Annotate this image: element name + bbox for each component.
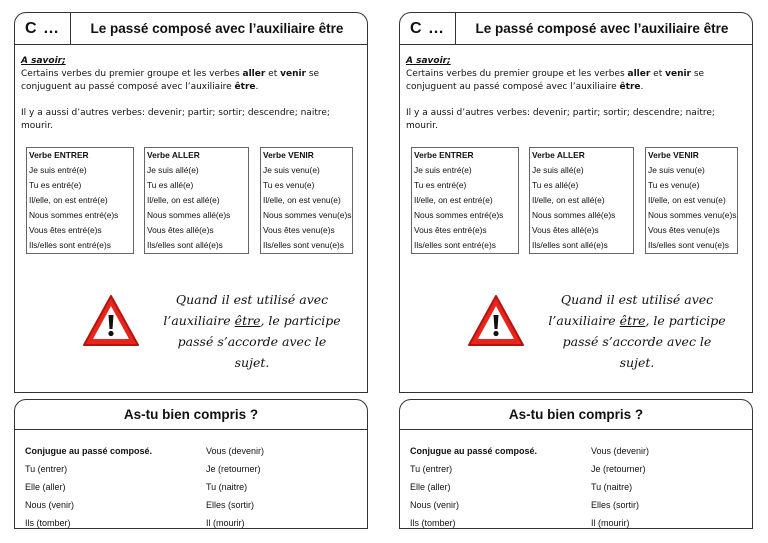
- table-row: Ils/elles sont entré(e)s: [29, 240, 111, 250]
- table-header: Verbe ENTRER: [414, 150, 474, 160]
- table-row: Vous êtes venu(e)s: [648, 225, 720, 235]
- table-row: Tu es entré(e): [29, 180, 82, 190]
- exercise-item: Il (mourir): [206, 518, 245, 528]
- table-row: Tu es venu(e): [648, 180, 700, 190]
- lesson-title: Le passé composé avec l’auxiliaire être: [90, 21, 344, 36]
- table-row: Nous sommes allé(e)s: [147, 210, 231, 220]
- conjugation-tables: [21, 147, 361, 257]
- table-row: Tu es allé(e): [532, 180, 579, 190]
- exercise-instruction: Conjugue au passé composé.: [25, 446, 153, 456]
- table-row: Je suis allé(e): [532, 165, 584, 175]
- exercise-column-a: [25, 442, 152, 532]
- conjugation-tables: [406, 147, 746, 257]
- exercise-item: Elles (sortir): [206, 500, 255, 510]
- warning-triangle-icon: [466, 293, 526, 349]
- table-row: Il/elle, on est allé(e): [532, 195, 605, 205]
- table-header: Verbe VENIR: [648, 150, 699, 160]
- lesson-body: [400, 45, 752, 257]
- exercise-column-b: [206, 442, 264, 532]
- other-verbs-paragraph: Il y a aussi d’autres verbes: devenir; partir; sortir; descendre; naitre; mourir.: [21, 108, 330, 131]
- table-row: Tu es allé(e): [147, 180, 194, 190]
- table-row: Il/elle, on est entré(e): [414, 195, 493, 205]
- exercise-item: Nous (venir): [25, 500, 75, 510]
- lesson-code: C …: [400, 13, 456, 44]
- lesson-header: [15, 13, 367, 45]
- exercise-item: Tu (entrer): [410, 464, 453, 474]
- table-venir: [260, 147, 353, 254]
- exercise-item: Ils (tomber): [25, 518, 71, 528]
- exercise-column-b: [591, 442, 649, 532]
- savoir-label: A savoir;: [21, 56, 66, 66]
- warning-text: Quand il est utilisé avec l’auxiliaire être, le participe passé s’accorde avec le sujet.: [548, 292, 726, 370]
- intro-paragraph: Certains verbes du premier groupe et les verbes aller et venir se conjuguent au passé composé avec l’auxiliaire être.: [21, 69, 320, 92]
- exercise-card-left: [14, 399, 368, 529]
- exercise-item: Vous (devenir): [206, 446, 265, 456]
- exercise-item: Elle (aller): [410, 482, 451, 492]
- lesson-card-right: [399, 12, 753, 393]
- table-row: Il/elle, on est entré(e): [29, 195, 108, 205]
- lesson-header: [400, 13, 752, 45]
- table-aller: [529, 147, 634, 254]
- table-row: Je suis entré(e): [414, 165, 472, 175]
- table-row: Tu es venu(e): [263, 180, 315, 190]
- exercise-item: Tu (entrer): [25, 464, 68, 474]
- warning-section: [400, 289, 752, 379]
- table-row: Il/elle, on est allé(e): [147, 195, 220, 205]
- table-row: Ils/elles sont allé(e)s: [532, 240, 608, 250]
- warning-triangle-icon: [81, 293, 141, 349]
- exercise-item: Nous (venir): [410, 500, 460, 510]
- table-row: Nous sommes allé(e)s: [532, 210, 616, 220]
- table-header: Verbe ALLER: [532, 150, 585, 160]
- table-row: Vous êtes allé(e)s: [147, 225, 214, 235]
- table-row: Ils/elles sont venu(e)s: [648, 240, 729, 250]
- table-header: Verbe ALLER: [147, 150, 200, 160]
- table-row: Nous sommes entré(e)s: [29, 210, 119, 220]
- table-row: Ils/elles sont venu(e)s: [263, 240, 344, 250]
- lesson-card-left: [14, 12, 368, 393]
- lesson-title: Le passé composé avec l’auxiliaire être: [475, 21, 729, 36]
- table-row: Vous êtes venu(e)s: [263, 225, 335, 235]
- exercise-item: Elle (aller): [25, 482, 66, 492]
- exercise-item: Je (retourner): [206, 464, 261, 474]
- table-header: Verbe ENTRER: [29, 150, 89, 160]
- exercise-instruction: Conjugue au passé composé.: [410, 446, 538, 456]
- savoir-label: A savoir;: [406, 56, 451, 66]
- other-verbs-paragraph: Il y a aussi d’autres verbes: devenir; partir; sortir; descendre; naitre; mourir.: [406, 108, 715, 131]
- exercise-item: Tu (naitre): [591, 482, 633, 492]
- table-venir: [645, 147, 738, 254]
- table-row: Vous êtes allé(e)s: [532, 225, 599, 235]
- exercise-title: As-tu bien compris ?: [15, 400, 367, 430]
- table-entrer: [411, 147, 519, 254]
- exercise-item: Vous (devenir): [591, 446, 650, 456]
- exercise-item: Elles (sortir): [591, 500, 640, 510]
- table-row: Nous sommes venu(e)s: [648, 210, 737, 220]
- lesson-code: C …: [15, 13, 71, 44]
- table-header: Verbe VENIR: [263, 150, 314, 160]
- intro-paragraph: Certains verbes du premier groupe et les verbes aller et venir se conjuguent au passé composé avec l’auxiliaire être.: [406, 69, 705, 92]
- warning-section: [15, 289, 367, 379]
- table-row: Tu es entré(e): [414, 180, 467, 190]
- table-row: Nous sommes venu(e)s: [263, 210, 352, 220]
- exercise-item: Je (retourner): [591, 464, 646, 474]
- lesson-body: [15, 45, 367, 257]
- warning-text: Quand il est utilisé avec l’auxiliaire être, le participe passé s’accorde avec le sujet.: [163, 292, 341, 370]
- exercise-item: Il (mourir): [591, 518, 630, 528]
- exercise-item: Ils (tomber): [410, 518, 456, 528]
- table-row: Vous êtes entré(e)s: [29, 225, 102, 235]
- exercise-card-right: [399, 399, 753, 529]
- table-row: Il/elle, on est venu(e): [648, 195, 726, 205]
- table-entrer: [26, 147, 134, 254]
- table-row: Ils/elles sont entré(e)s: [414, 240, 496, 250]
- table-row: Il/elle, on est venu(e): [263, 195, 341, 205]
- table-row: Ils/elles sont allé(e)s: [147, 240, 223, 250]
- exercise-title: As-tu bien compris ?: [400, 400, 752, 430]
- table-aller: [144, 147, 249, 254]
- table-row: Je suis allé(e): [147, 165, 199, 175]
- table-row: Vous êtes entré(e)s: [414, 225, 487, 235]
- table-row: Je suis entré(e): [29, 165, 87, 175]
- table-row: Je suis venu(e): [648, 165, 705, 175]
- exercise-item: Tu (naitre): [206, 482, 248, 492]
- table-row: Je suis venu(e): [263, 165, 320, 175]
- exercise-column-a: [410, 442, 537, 532]
- table-row: Nous sommes entré(e)s: [414, 210, 504, 220]
